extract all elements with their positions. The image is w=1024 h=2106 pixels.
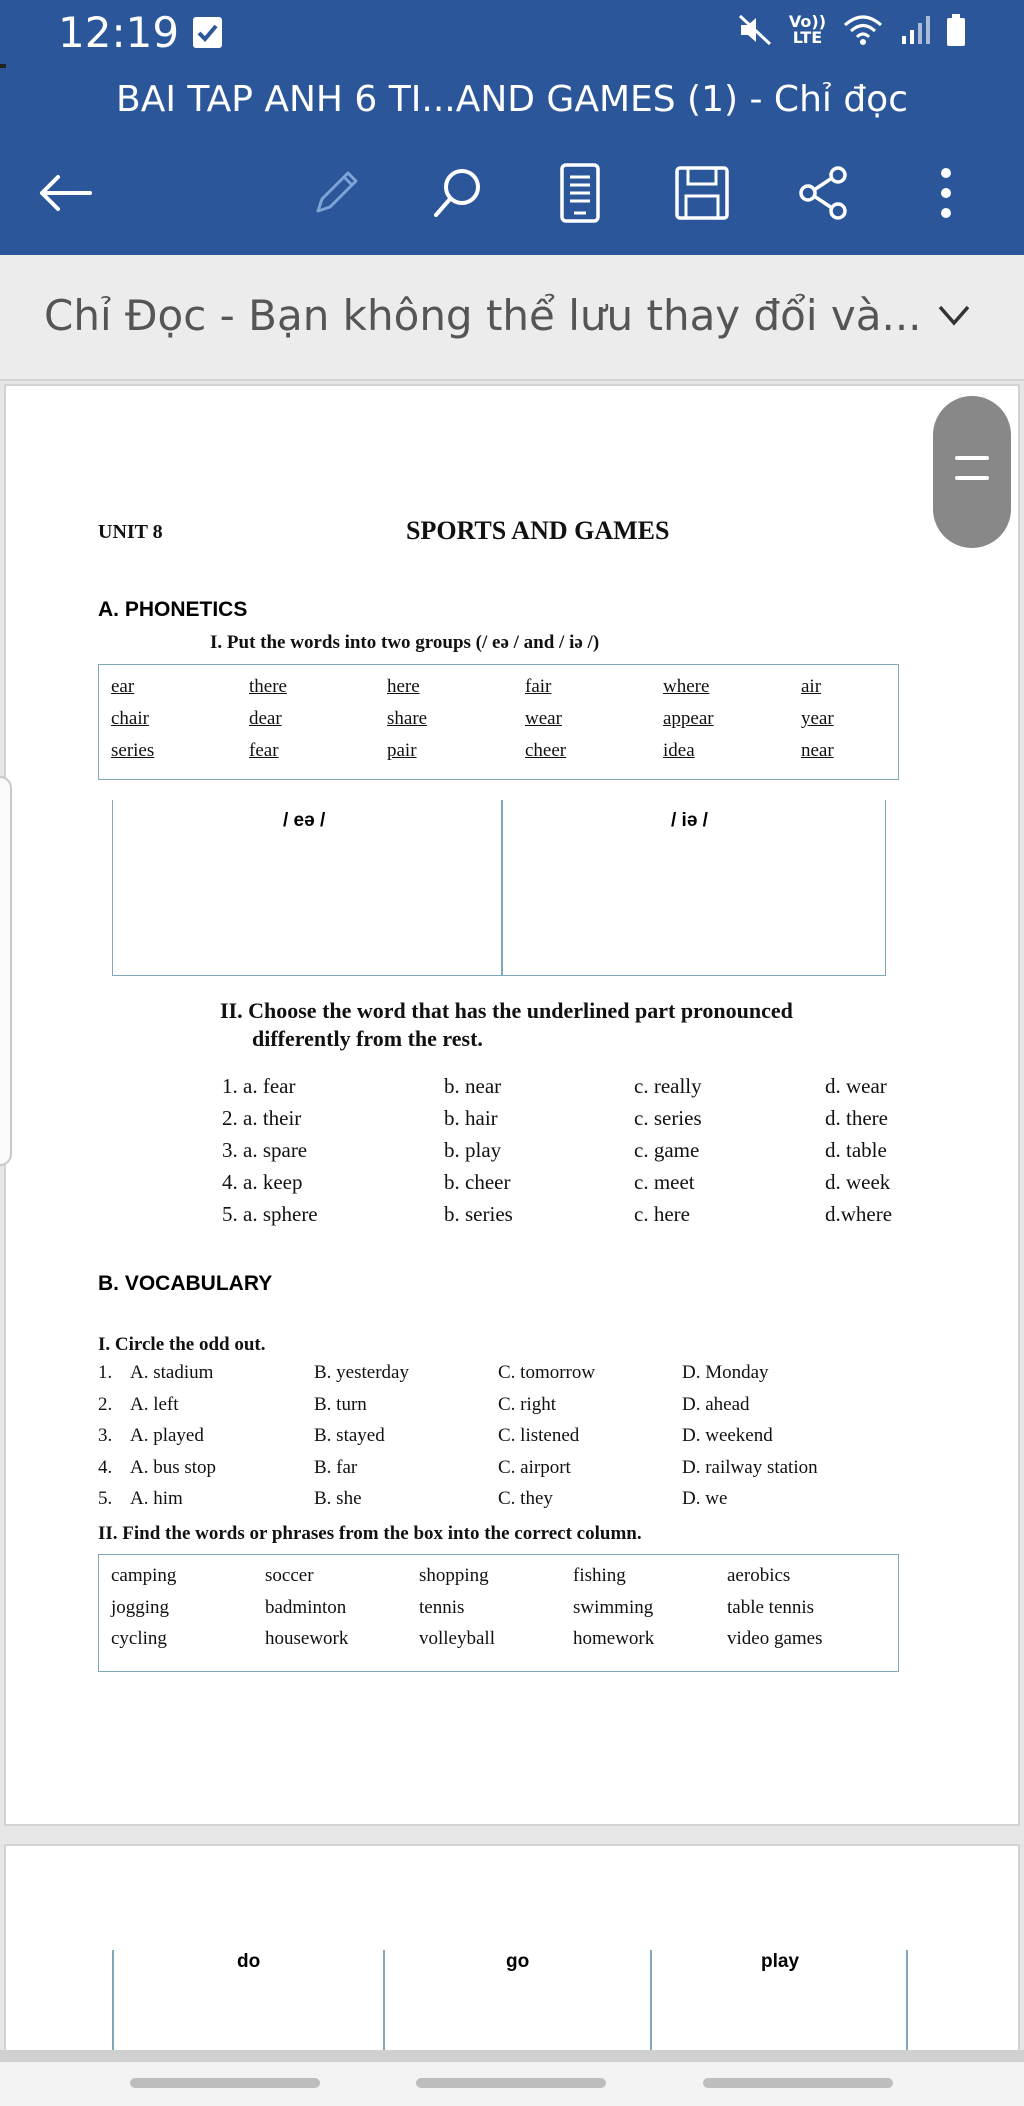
word-box-item: near	[801, 740, 834, 761]
odd-option: A. played	[130, 1425, 204, 1446]
word-box-item: wear	[525, 708, 562, 729]
odd-one-out-list	[98, 1362, 898, 1520]
odd-number: 1.	[98, 1362, 113, 1383]
mc-option: 4. a. keep	[222, 1170, 303, 1194]
vocab-item: aerobics	[727, 1565, 791, 1586]
save-button[interactable]	[664, 155, 740, 231]
word-box-item: fear	[249, 740, 279, 761]
page-title: SPORTS AND GAMES	[406, 516, 670, 545]
word-box-item: chair	[111, 708, 149, 729]
vocab-item: cycling	[111, 1628, 167, 1649]
word-box-item: year	[801, 708, 834, 729]
volte-label: Vo))	[788, 12, 826, 31]
share-icon	[794, 163, 854, 223]
mc-option: b. play	[444, 1138, 502, 1162]
word-box-item: ear	[111, 676, 135, 697]
vocabulary-word-box	[98, 1554, 899, 1672]
odd-option: D. we	[682, 1488, 728, 1509]
question-b2: II. Find the words or phrases from the box into the correct column.	[98, 1523, 642, 1544]
share-button[interactable]	[786, 155, 862, 231]
odd-option: C. right	[498, 1393, 557, 1415]
mc-option: c. here	[634, 1202, 690, 1226]
word-box-item: fair	[525, 676, 552, 697]
vocab-item: homework	[573, 1628, 655, 1649]
phonetics-word-box	[98, 664, 899, 780]
word-box-item: here	[387, 676, 420, 697]
vocab-item: fishing	[573, 1565, 626, 1586]
odd-row	[98, 1488, 898, 1520]
battery-icon	[946, 13, 966, 47]
word-box-item: pair	[387, 740, 417, 761]
group-header-ia: / iə /	[671, 810, 708, 831]
column-header-do: do	[237, 1951, 261, 1972]
section-b-heading: B. VOCABULARY	[98, 1272, 273, 1295]
vocab-item: tennis	[419, 1596, 465, 1618]
read-only-message: Chỉ Đọc - Bạn không thể lưu thay đổi và...	[44, 291, 922, 340]
search-icon	[428, 163, 488, 223]
odd-option: B. turn	[314, 1393, 367, 1415]
wifi-icon	[842, 13, 884, 47]
odd-option: C. tomorrow	[498, 1362, 596, 1383]
mc-option: 2. a. their	[222, 1106, 302, 1130]
multiple-choice-list	[222, 1074, 942, 1234]
word-box-item: dear	[249, 708, 282, 729]
column-header-play: play	[761, 1951, 800, 1972]
more-options-button[interactable]	[908, 155, 984, 231]
vocab-item: housework	[265, 1628, 349, 1649]
word-box-item: cheer	[525, 740, 567, 761]
odd-option: A. left	[130, 1393, 179, 1415]
mc-option: d.where	[825, 1202, 893, 1226]
mc-option: b. cheer	[444, 1170, 511, 1194]
mc-row	[222, 1106, 942, 1138]
sound-groups-table	[112, 800, 886, 976]
notification-check-icon	[193, 17, 222, 48]
question-a2: II. Choose the word that has the underlined part pronounced	[220, 998, 793, 1023]
more-icon	[936, 163, 956, 223]
odd-option: B. far	[314, 1456, 358, 1478]
lte-label: LTE	[792, 28, 823, 47]
mc-option: d. wear	[825, 1074, 887, 1098]
odd-option: A. him	[130, 1488, 183, 1509]
mc-option: c. meet	[634, 1170, 695, 1194]
vocab-item: soccer	[265, 1565, 314, 1586]
odd-number: 4.	[98, 1456, 113, 1478]
word-box-item: there	[249, 676, 287, 697]
unit-label: UNIT 8	[98, 521, 163, 543]
odd-option: A. bus stop	[130, 1456, 217, 1478]
question-b1: I. Circle the odd out.	[98, 1334, 266, 1355]
mc-row	[222, 1074, 942, 1106]
system-nav-bar	[0, 2050, 1024, 2106]
column-header-go: go	[506, 1951, 530, 1972]
mc-option: c. game	[634, 1138, 700, 1162]
odd-number: 3.	[98, 1425, 113, 1446]
mc-option: d. there	[825, 1106, 888, 1130]
word-box-item: share	[387, 708, 428, 729]
vocab-item: table tennis	[727, 1596, 815, 1618]
mc-option: c. really	[634, 1074, 702, 1098]
column-divider	[501, 800, 503, 975]
odd-option: A. stadium	[130, 1362, 214, 1383]
odd-option: C. airport	[498, 1456, 571, 1478]
vocab-item: swimming	[573, 1596, 654, 1618]
document-title: BAI TAP ANH 6 TI...AND GAMES (1) - Chỉ đọc	[0, 70, 1024, 130]
mute-icon	[737, 13, 773, 47]
status-bar	[0, 0, 1024, 70]
odd-option: D. Monday	[682, 1362, 769, 1383]
odd-row	[98, 1394, 898, 1426]
word-box-item: air	[801, 676, 822, 697]
word-box-item: series	[111, 740, 155, 761]
chevron-down-icon[interactable]	[936, 297, 972, 338]
odd-row	[98, 1457, 898, 1489]
search-button[interactable]	[420, 155, 496, 231]
volte-indicator	[789, 14, 826, 46]
question-a2-continued: differently from the rest.	[252, 1026, 483, 1051]
odd-option: C. they	[498, 1488, 553, 1509]
edit-button[interactable]	[298, 155, 374, 231]
odd-option: B. yesterday	[314, 1362, 409, 1383]
vocab-item: jogging	[111, 1596, 170, 1618]
read-only-banner[interactable]	[0, 255, 1024, 381]
edge-marker	[0, 64, 6, 68]
odd-row	[98, 1362, 898, 1394]
toolbar	[0, 130, 1024, 255]
scrollbar-thumb[interactable]	[933, 396, 1011, 548]
vocab-item: camping	[111, 1565, 177, 1586]
nav-home-button[interactable]	[416, 2078, 606, 2088]
nav-back-button[interactable]	[703, 2078, 893, 2088]
signal-icon	[900, 14, 930, 46]
question-a1: I. Put the words into two groups (/ eə / and / iə /)	[210, 632, 600, 653]
nav-recents-button[interactable]	[130, 2078, 320, 2088]
back-button[interactable]	[28, 155, 104, 231]
back-arrow-icon	[38, 173, 94, 213]
vocab-item: badminton	[265, 1596, 347, 1618]
mc-option: 3. a. spare	[222, 1138, 308, 1162]
mc-option: d. week	[825, 1170, 891, 1194]
reading-view-button[interactable]	[542, 155, 618, 231]
word-box-item: appear	[663, 708, 714, 729]
vocab-item: video games	[727, 1628, 823, 1649]
odd-option: B. she	[314, 1488, 362, 1509]
group-header-ea: / eə /	[283, 810, 326, 831]
reading-view-icon	[558, 161, 602, 225]
mc-option: b. series	[444, 1202, 513, 1226]
vocab-item: shopping	[419, 1565, 489, 1586]
mc-row	[222, 1138, 942, 1170]
odd-option: D. railway station	[682, 1456, 818, 1478]
mc-option: 5. a. sphere	[222, 1202, 318, 1226]
odd-option: D. weekend	[682, 1425, 773, 1446]
mc-option: d. table	[825, 1138, 887, 1162]
pen-icon	[308, 165, 364, 221]
odd-option: B. stayed	[314, 1425, 385, 1446]
word-box-item: where	[663, 676, 710, 697]
odd-number: 2.	[98, 1393, 113, 1415]
save-icon	[672, 163, 732, 223]
odd-row	[98, 1425, 898, 1457]
status-time: 12:19	[58, 8, 180, 57]
mc-row	[222, 1170, 942, 1202]
odd-number: 5.	[98, 1488, 113, 1509]
side-edge-handle[interactable]	[0, 776, 12, 1166]
mc-option: 1. a. fear	[222, 1074, 296, 1098]
vocab-item: volleyball	[419, 1628, 495, 1649]
mc-option: c. series	[634, 1106, 702, 1130]
section-a-heading: A. PHONETICS	[98, 598, 248, 621]
odd-option: D. ahead	[682, 1393, 750, 1415]
mc-row	[222, 1202, 942, 1234]
mc-option: b. hair	[444, 1106, 498, 1130]
mc-option: b. near	[444, 1074, 502, 1098]
odd-option: C. listened	[498, 1425, 580, 1446]
word-box-item: idea	[663, 740, 695, 761]
